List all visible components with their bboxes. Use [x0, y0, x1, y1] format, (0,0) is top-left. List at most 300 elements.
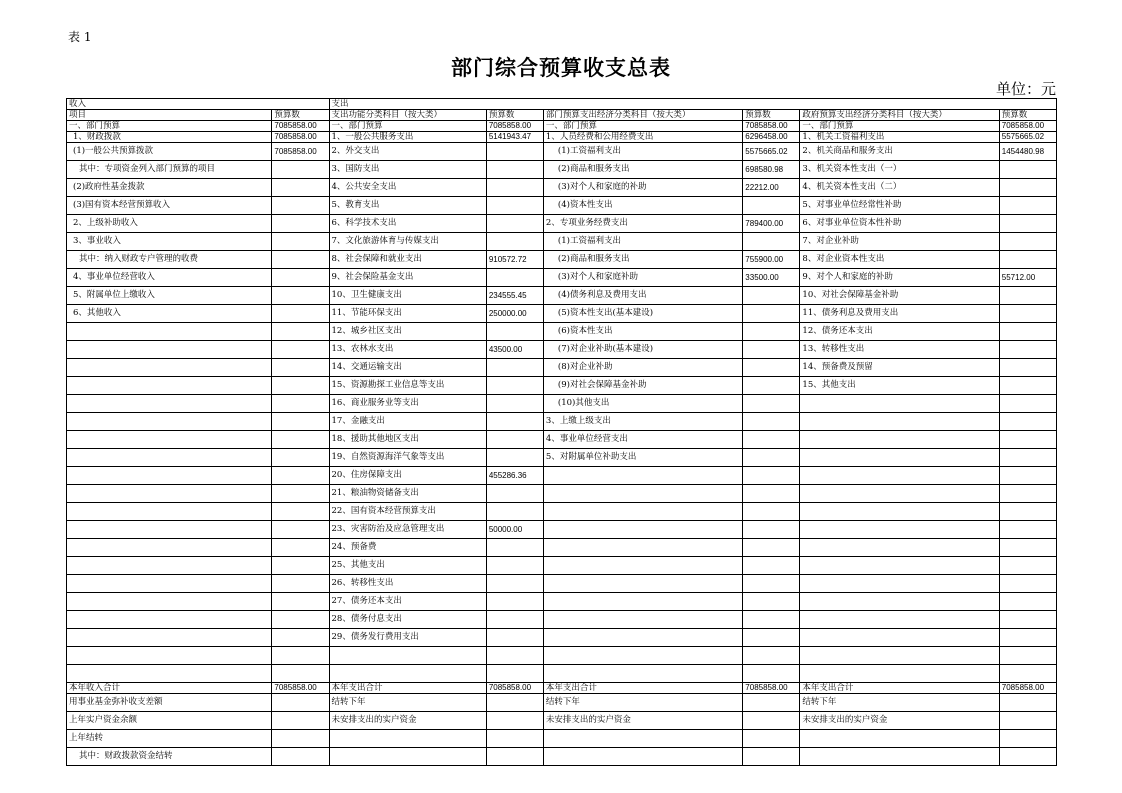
budget-amount-cell [272, 712, 329, 730]
budget-amount-cell: 33500.00 [743, 269, 800, 287]
budget-amount-cell [272, 521, 329, 539]
item-cell: (4)债务利息及费用支出 [543, 287, 742, 305]
budget-amount-cell [999, 521, 1056, 539]
budget-amount-cell [272, 593, 329, 611]
item-cell: 上年结转 [67, 730, 272, 748]
budget-amount-cell [743, 611, 800, 629]
table-row [67, 251, 1057, 269]
item-cell [67, 593, 272, 611]
budget-amount-cell [743, 575, 800, 593]
budget-amount-cell: 7085858.00 [272, 121, 329, 132]
budget-amount-cell [486, 575, 543, 593]
budget-amount-cell: 455286.36 [486, 467, 543, 485]
table-row [67, 683, 1057, 694]
item-cell: 1、机关工资福利支出 [800, 132, 999, 143]
budget-amount-cell [272, 575, 329, 593]
budget-amount-cell [272, 449, 329, 467]
item-cell: 其中：纳入财政专户管理的收费 [67, 251, 272, 269]
item-cell [543, 575, 742, 593]
item-cell: 19、自然资源海洋气象等支出 [329, 449, 486, 467]
unit-label: 单位：元 [995, 80, 1056, 98]
budget-amount-cell [743, 694, 800, 712]
budget-amount-cell [486, 485, 543, 503]
budget-amount-cell [743, 323, 800, 341]
item-cell: 5、教育支出 [329, 197, 486, 215]
budget-amount-cell [272, 431, 329, 449]
budget-amount-cell [486, 143, 543, 161]
column-header: 预算数 [743, 110, 800, 121]
item-cell [543, 611, 742, 629]
item-cell: (1)工资福利支出 [543, 233, 742, 251]
item-cell: 结转下年 [543, 694, 742, 712]
budget-amount-cell [486, 593, 543, 611]
budget-amount-cell [999, 593, 1056, 611]
budget-amount-cell [743, 539, 800, 557]
item-cell: 本年支出合计 [800, 683, 999, 694]
item-cell [67, 611, 272, 629]
item-cell [543, 665, 742, 683]
item-cell [800, 647, 999, 665]
item-cell: 4、事业单位经营支出 [543, 431, 742, 449]
item-cell: 2、机关商品和服务支出 [800, 143, 999, 161]
budget-amount-cell [743, 629, 800, 647]
budget-amount-cell [272, 197, 329, 215]
item-cell: 21、粮油物资储备支出 [329, 485, 486, 503]
budget-amount-cell [272, 161, 329, 179]
column-header: 政府预算支出经济分类科目（按大类） [800, 110, 999, 121]
item-cell: 16、商业服务业等支出 [329, 395, 486, 413]
item-cell: 3、机关资本性支出（一） [800, 161, 999, 179]
item-cell [800, 521, 999, 539]
budget-amount-cell [999, 359, 1056, 377]
budget-amount-cell [743, 359, 800, 377]
budget-amount-cell [272, 485, 329, 503]
item-cell [800, 413, 999, 431]
item-cell: (10)其他支出 [543, 395, 742, 413]
table-row [67, 467, 1057, 485]
budget-amount-cell [272, 730, 329, 748]
table-row [67, 323, 1057, 341]
item-cell [543, 503, 742, 521]
item-cell: 10、对社会保障基金补助 [800, 287, 999, 305]
budget-amount-cell: 7085858.00 [743, 683, 800, 694]
budget-amount-cell [999, 395, 1056, 413]
budget-amount-cell: 7085858.00 [272, 132, 329, 143]
item-cell: 29、债务发行费用支出 [329, 629, 486, 647]
table-label: 表 1 [68, 30, 92, 44]
table-row [67, 647, 1057, 665]
item-cell [67, 539, 272, 557]
item-cell: 11、节能环保支出 [329, 305, 486, 323]
budget-amount-cell [743, 467, 800, 485]
budget-amount-cell [999, 503, 1056, 521]
item-cell [543, 629, 742, 647]
item-cell: (3)对个人和家庭的补助 [543, 179, 742, 197]
item-cell: 14、交通运输支出 [329, 359, 486, 377]
budget-amount-cell: 7085858.00 [272, 143, 329, 161]
table-row [67, 485, 1057, 503]
item-cell: 2、专项业务经费支出 [543, 215, 742, 233]
budget-amount-cell [486, 323, 543, 341]
table-row [67, 730, 1057, 748]
item-cell [67, 377, 272, 395]
budget-amount-cell [999, 233, 1056, 251]
budget-amount-cell [272, 215, 329, 233]
budget-amount-cell [743, 485, 800, 503]
table-row [67, 287, 1057, 305]
item-cell [543, 593, 742, 611]
budget-amount-cell [999, 694, 1056, 712]
item-cell: (8)对企业补助 [543, 359, 742, 377]
item-cell [800, 575, 999, 593]
table-row [67, 197, 1057, 215]
item-cell: 未安排支出的实户资金 [329, 712, 486, 730]
item-cell: 8、社会保障和就业支出 [329, 251, 486, 269]
budget-amount-cell: 7085858.00 [999, 121, 1056, 132]
item-cell [800, 503, 999, 521]
item-cell: (2)政府性基金拨款 [67, 179, 272, 197]
item-cell [543, 730, 742, 748]
budget-amount-cell [272, 323, 329, 341]
budget-amount-cell [999, 665, 1056, 683]
budget-amount-cell [486, 629, 543, 647]
item-cell: (3)国有资本经营预算收入 [67, 197, 272, 215]
item-cell: 2、外交支出 [329, 143, 486, 161]
item-cell: 本年支出合计 [329, 683, 486, 694]
table-row [67, 305, 1057, 323]
item-cell: 12、城乡社区支出 [329, 323, 486, 341]
budget-amount-cell [272, 305, 329, 323]
item-cell: 22、国有资本经营预算支出 [329, 503, 486, 521]
item-cell: 未安排支出的实户资金 [800, 712, 999, 730]
budget-amount-cell [486, 413, 543, 431]
budget-summary-table [66, 98, 1057, 766]
item-cell: 13、转移性支出 [800, 341, 999, 359]
table-row [67, 629, 1057, 647]
item-cell [543, 521, 742, 539]
item-cell [800, 611, 999, 629]
item-cell: (3)对个人和家庭补助 [543, 269, 742, 287]
budget-amount-cell [743, 748, 800, 766]
item-cell [67, 503, 272, 521]
budget-amount-cell [486, 449, 543, 467]
item-cell [543, 647, 742, 665]
budget-amount-cell [999, 413, 1056, 431]
budget-amount-cell [999, 730, 1056, 748]
item-cell: 其中：财政拨款资金结转 [67, 748, 272, 766]
item-cell: 26、转移性支出 [329, 575, 486, 593]
item-cell [67, 449, 272, 467]
budget-amount-cell [272, 377, 329, 395]
budget-amount-cell [743, 197, 800, 215]
item-cell [67, 395, 272, 413]
item-cell: (2)商品和服务支出 [543, 161, 742, 179]
budget-amount-cell [999, 467, 1056, 485]
item-cell: 1、一般公共服务支出 [329, 132, 486, 143]
item-cell: 未安排支出的实户资金 [543, 712, 742, 730]
expense-group-header: 支出 [329, 99, 1056, 110]
item-cell [67, 359, 272, 377]
budget-amount-cell [999, 629, 1056, 647]
budget-amount-cell [999, 251, 1056, 269]
table-row [67, 377, 1057, 395]
item-cell: 5、对附属单位补助支出 [543, 449, 742, 467]
budget-amount-cell [743, 287, 800, 305]
item-cell [329, 748, 486, 766]
item-cell: 本年收入合计 [67, 683, 272, 694]
budget-amount-cell [486, 359, 543, 377]
budget-amount-cell: 250000.00 [486, 305, 543, 323]
budget-amount-cell [486, 233, 543, 251]
item-cell: (7)对企业补助(基本建设) [543, 341, 742, 359]
budget-amount-cell [743, 730, 800, 748]
item-cell: 25、其他支出 [329, 557, 486, 575]
item-cell: 结转下年 [800, 694, 999, 712]
budget-amount-cell [272, 395, 329, 413]
item-cell: 其中：专项资金列入部门预算的项目 [67, 161, 272, 179]
item-cell: (4)资本性支出 [543, 197, 742, 215]
budget-amount-cell [743, 712, 800, 730]
budget-amount-cell: 7085858.00 [999, 683, 1056, 694]
budget-amount-cell [486, 611, 543, 629]
budget-amount-cell [999, 575, 1056, 593]
item-cell: 本年支出合计 [543, 683, 742, 694]
budget-amount-cell [999, 323, 1056, 341]
budget-amount-cell [743, 557, 800, 575]
budget-amount-cell [999, 539, 1056, 557]
item-cell: 一、部门预算 [329, 121, 486, 132]
item-cell [800, 485, 999, 503]
budget-amount-cell [999, 748, 1056, 766]
budget-amount-cell [999, 647, 1056, 665]
item-cell [329, 665, 486, 683]
item-cell: (5)资本性支出(基本建设) [543, 305, 742, 323]
item-cell: 9、社会保险基金支出 [329, 269, 486, 287]
budget-amount-cell: 698580.98 [743, 161, 800, 179]
table-row [67, 557, 1057, 575]
table-row [67, 748, 1057, 766]
item-cell: 12、债务还本支出 [800, 323, 999, 341]
budget-amount-cell [743, 431, 800, 449]
budget-amount-cell [486, 377, 543, 395]
budget-amount-cell [999, 611, 1056, 629]
item-cell: 24、预备费 [329, 539, 486, 557]
item-cell: 11、债务利息及费用支出 [800, 305, 999, 323]
item-cell: 用事业基金弥补收支差额 [67, 694, 272, 712]
item-cell: 2、上级补助收入 [67, 215, 272, 233]
budget-amount-cell [486, 748, 543, 766]
budget-amount-cell [486, 557, 543, 575]
budget-amount-cell [272, 233, 329, 251]
item-cell: 20、住房保障支出 [329, 467, 486, 485]
budget-amount-cell [743, 503, 800, 521]
item-cell: 1、财政拨款 [67, 132, 272, 143]
budget-amount-cell [272, 629, 329, 647]
item-cell [67, 323, 272, 341]
item-cell [67, 647, 272, 665]
table-row [67, 269, 1057, 287]
budget-amount-cell [743, 665, 800, 683]
budget-amount-cell [743, 377, 800, 395]
item-cell: (1)一般公共预算拨款 [67, 143, 272, 161]
table-row [67, 575, 1057, 593]
budget-amount-cell [743, 341, 800, 359]
item-cell: 3、国防支出 [329, 161, 486, 179]
item-cell [67, 341, 272, 359]
item-cell [543, 557, 742, 575]
item-cell: 结转下年 [329, 694, 486, 712]
item-cell [67, 665, 272, 683]
item-cell [67, 431, 272, 449]
budget-amount-cell [743, 233, 800, 251]
budget-amount-cell [999, 215, 1056, 233]
item-cell [329, 730, 486, 748]
budget-amount-cell [486, 161, 543, 179]
item-cell [67, 575, 272, 593]
item-cell [800, 431, 999, 449]
item-cell: 一、部门预算 [800, 121, 999, 132]
budget-amount-cell [999, 287, 1056, 305]
item-cell: 6、其他收入 [67, 305, 272, 323]
budget-amount-cell [999, 305, 1056, 323]
budget-amount-cell [743, 305, 800, 323]
item-cell: 4、事业单位经营收入 [67, 269, 272, 287]
table-row [67, 121, 1057, 132]
item-cell: 上年实户资金余额 [67, 712, 272, 730]
budget-amount-cell [272, 251, 329, 269]
budget-amount-cell: 43500.00 [486, 341, 543, 359]
budget-amount-cell [272, 694, 329, 712]
item-cell: 28、债务付息支出 [329, 611, 486, 629]
table-row [67, 694, 1057, 712]
item-cell: 23、灾害防治及应急管理支出 [329, 521, 486, 539]
table-row [67, 539, 1057, 557]
budget-amount-cell: 789400.00 [743, 215, 800, 233]
table-row [67, 341, 1057, 359]
budget-amount-cell: 910572.72 [486, 251, 543, 269]
budget-amount-cell: 6296458.00 [743, 132, 800, 143]
budget-amount-cell [486, 730, 543, 748]
table-row [67, 665, 1057, 683]
column-header: 预算数 [486, 110, 543, 121]
budget-amount-cell [999, 377, 1056, 395]
item-cell: (1)工资福利支出 [543, 143, 742, 161]
budget-amount-cell [486, 179, 543, 197]
item-cell: 14、预备费及预留 [800, 359, 999, 377]
budget-amount-cell [272, 539, 329, 557]
table-row [67, 395, 1057, 413]
table-row [67, 233, 1057, 251]
table-row [67, 179, 1057, 197]
item-cell: 6、科学技术支出 [329, 215, 486, 233]
item-cell: 4、机关资本性支出（二） [800, 179, 999, 197]
table-row [67, 359, 1057, 377]
budget-amount-cell: 7085858.00 [272, 683, 329, 694]
budget-amount-cell [272, 341, 329, 359]
item-cell: 15、其他支出 [800, 377, 999, 395]
item-cell: 4、公共安全支出 [329, 179, 486, 197]
budget-amount-cell [272, 287, 329, 305]
item-cell: 10、卫生健康支出 [329, 287, 486, 305]
budget-amount-cell [486, 269, 543, 287]
item-cell [67, 521, 272, 539]
item-cell: 13、农林水支出 [329, 341, 486, 359]
table-row [67, 503, 1057, 521]
budget-amount-cell: 755900.00 [743, 251, 800, 269]
item-cell: 5、对事业单位经常性补助 [800, 197, 999, 215]
table-row [67, 593, 1057, 611]
item-cell [543, 485, 742, 503]
budget-amount-cell [486, 665, 543, 683]
item-cell [800, 629, 999, 647]
item-cell [800, 748, 999, 766]
item-cell: (6)资本性支出 [543, 323, 742, 341]
item-cell [800, 395, 999, 413]
table-row [67, 449, 1057, 467]
item-cell [800, 539, 999, 557]
budget-amount-cell [272, 269, 329, 287]
budget-amount-cell: 5575665.02 [999, 132, 1056, 143]
budget-amount-cell [486, 712, 543, 730]
item-cell: 3、事业收入 [67, 233, 272, 251]
table-row [67, 215, 1057, 233]
budget-amount-cell: 5141943.47 [486, 132, 543, 143]
item-cell: 一、部门预算 [67, 121, 272, 132]
budget-amount-cell [272, 179, 329, 197]
item-cell: (9)对社会保障基金补助 [543, 377, 742, 395]
item-cell: 7、对企业补助 [800, 233, 999, 251]
table-row [67, 161, 1057, 179]
budget-amount-cell [999, 431, 1056, 449]
table-row [67, 431, 1057, 449]
budget-amount-cell [272, 467, 329, 485]
page-title: 部门综合预算收支总表 [451, 55, 671, 80]
item-cell: 一、部门预算 [543, 121, 742, 132]
budget-amount-cell [999, 712, 1056, 730]
item-cell [543, 467, 742, 485]
column-header: 预算数 [272, 110, 329, 121]
budget-amount-cell [486, 503, 543, 521]
budget-amount-cell [743, 521, 800, 539]
budget-amount-cell [999, 557, 1056, 575]
budget-amount-cell: 1454480.98 [999, 143, 1056, 161]
budget-amount-cell [486, 694, 543, 712]
item-cell: 8、对企业资本性支出 [800, 251, 999, 269]
table-row [67, 132, 1057, 143]
item-cell [67, 629, 272, 647]
budget-amount-cell [999, 197, 1056, 215]
budget-amount-cell [272, 557, 329, 575]
budget-amount-cell [743, 413, 800, 431]
item-cell [67, 485, 272, 503]
budget-amount-cell [272, 665, 329, 683]
item-cell: 3、上缴上级支出 [543, 413, 742, 431]
budget-amount-cell: 7085858.00 [743, 121, 800, 132]
budget-amount-cell [272, 748, 329, 766]
item-cell: 1、人员经费和公用经费支出 [543, 132, 742, 143]
budget-amount-cell: 7085858.00 [486, 121, 543, 132]
budget-amount-cell [999, 161, 1056, 179]
item-cell: 18、援助其他地区支出 [329, 431, 486, 449]
budget-amount-cell [272, 503, 329, 521]
budget-amount-cell: 55712.00 [999, 269, 1056, 287]
budget-amount-cell [743, 449, 800, 467]
budget-amount-cell [272, 611, 329, 629]
column-header: 项目 [67, 110, 272, 121]
item-cell [67, 467, 272, 485]
budget-amount-cell [999, 485, 1056, 503]
budget-amount-cell [486, 647, 543, 665]
